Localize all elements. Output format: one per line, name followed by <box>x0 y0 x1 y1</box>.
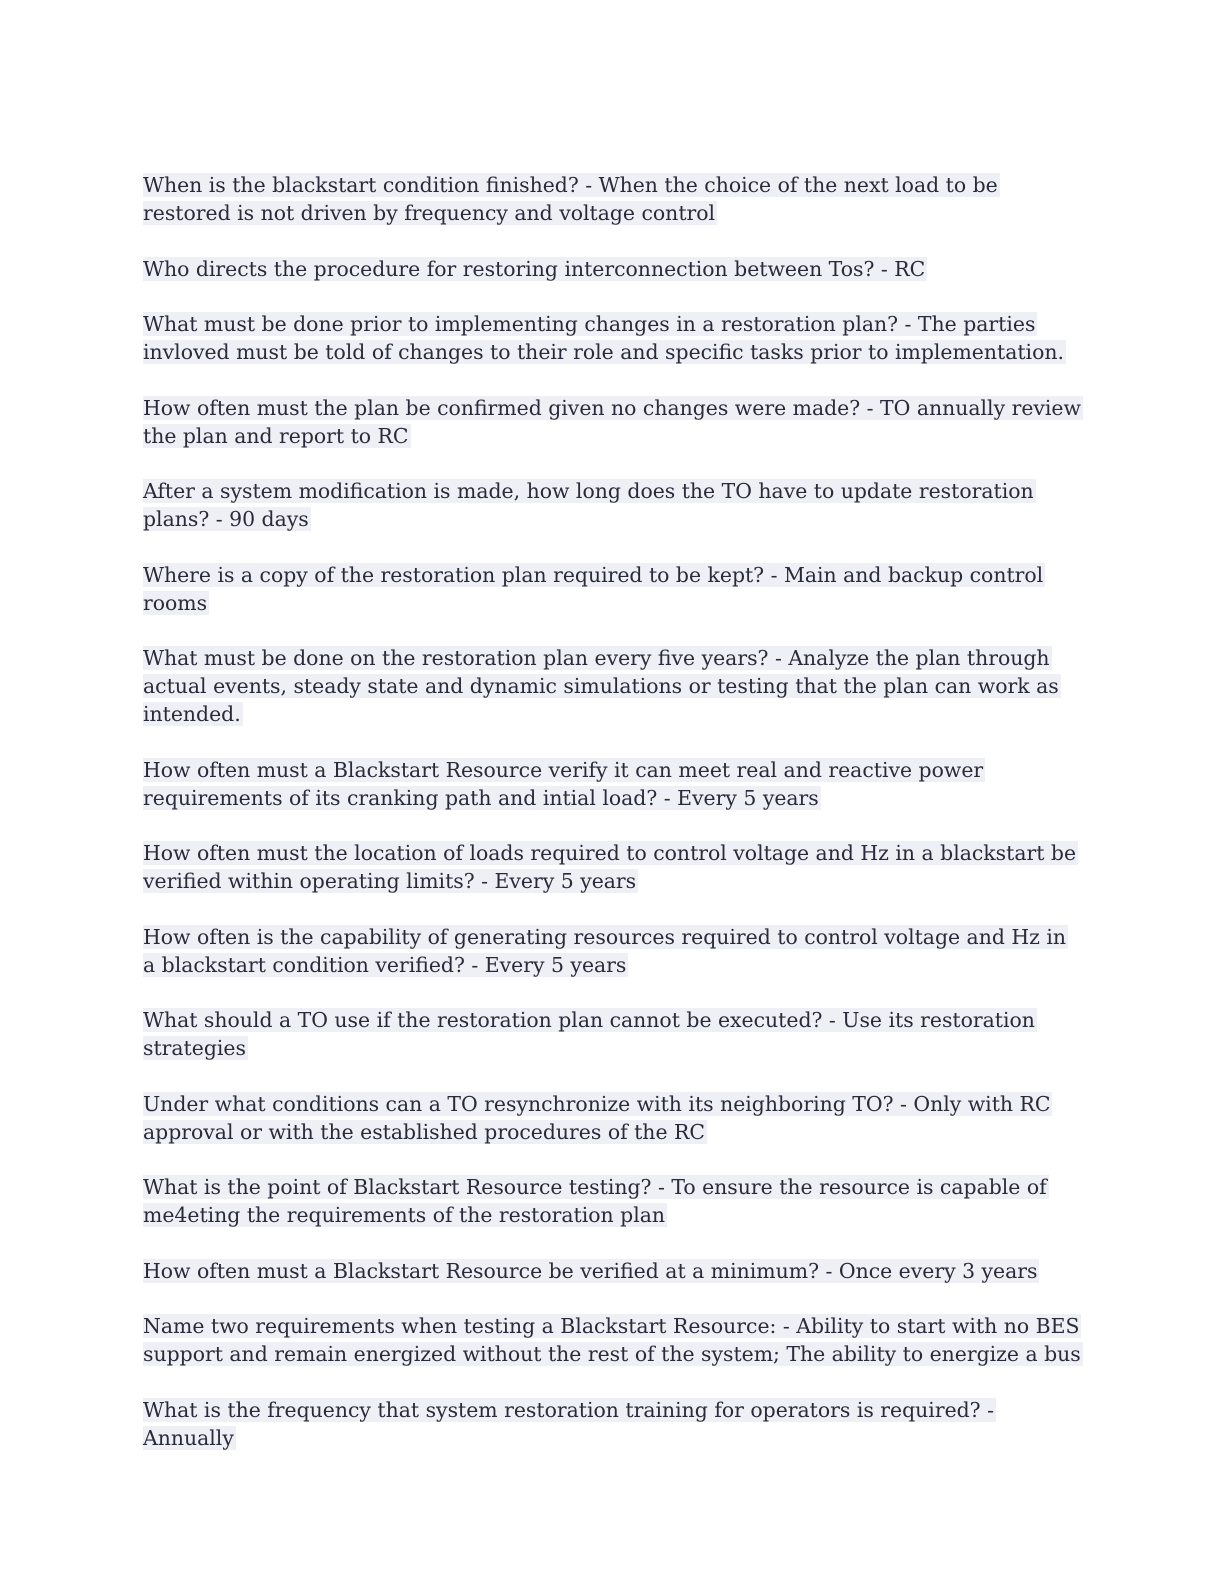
qa-item <box>143 394 1083 450</box>
qa-item <box>143 1396 1083 1452</box>
qa-item <box>143 644 1083 728</box>
qa-item <box>143 477 1083 533</box>
qa-text: What must be done prior to implementing changes in a restoration plan? - The parties invloved must be told of changes to their role and specific tasks prior to implementation. <box>143 312 1064 364</box>
document-page <box>143 171 1083 1479</box>
qa-item <box>143 1090 1083 1146</box>
qa-item <box>143 923 1083 979</box>
qa-item <box>143 1173 1083 1229</box>
qa-item <box>143 756 1083 812</box>
qa-text: How often must the plan be confirmed given no changes were made? - TO annually review the plan and report to RC <box>143 395 1081 448</box>
qa-text: What must be done on the restoration plan every five years? - Analyze the plan through actual events, steady state and dynamic simulations or testing that the plan can work as intended. <box>143 646 1059 726</box>
qa-item <box>143 171 1083 227</box>
qa-text: Under what conditions can a TO resynchronize with its neighboring TO? - Only with RC approval or with the established procedures of the RC <box>143 1091 1051 1144</box>
qa-text: When is the blackstart condition finished? - When the choice of the next load to be restored is not driven by frequency and voltage control <box>143 173 998 225</box>
qa-text: What is the point of Blackstart Resource testing? - To ensure the resource is capable of me4eting the requirements of the restoration plan <box>143 1175 1047 1227</box>
qa-text: Name two requirements when testing a Blackstart Resource: - Ability to start with no BES support and remain energized without the rest of the system; The ability to energize a bus <box>143 1314 1081 1366</box>
qa-item <box>143 255 1083 283</box>
qa-text: How often must a Blackstart Resource verify it can meet real and reactive power requirements of its cranking path and intial load? - Every 5 years <box>143 757 984 810</box>
qa-text: Where is a copy of the restoration plan required to be kept? - Main and backup control rooms <box>143 562 1044 615</box>
qa-text: How often is the capability of generating resources required to control voltage and Hz in a blackstart condition verified? - Every 5 years <box>143 924 1067 977</box>
qa-item <box>143 839 1083 895</box>
qa-item <box>143 1006 1083 1062</box>
qa-text: Who directs the procedure for restoring interconnection between Tos? - RC <box>143 256 926 281</box>
qa-text: What is the frequency that system restoration training for operators is required? - Annually <box>143 1397 994 1450</box>
qa-text: What should a TO use if the restoration plan cannot be executed? - Use its restoration strategies <box>143 1008 1035 1060</box>
qa-item <box>143 310 1083 366</box>
qa-item <box>143 1312 1083 1368</box>
qa-item <box>143 1257 1083 1285</box>
qa-text: After a system modification is made, how long does the TO have to update restoration plans? - 90 days <box>143 479 1034 531</box>
qa-text: How often must a Blackstart Resource be verified at a minimum? - Once every 3 years <box>143 1258 1038 1283</box>
qa-item <box>143 561 1083 617</box>
qa-text: How often must the location of loads required to control voltage and Hz in a blackstart be verified within operating limits? - Every 5 years <box>143 841 1077 893</box>
